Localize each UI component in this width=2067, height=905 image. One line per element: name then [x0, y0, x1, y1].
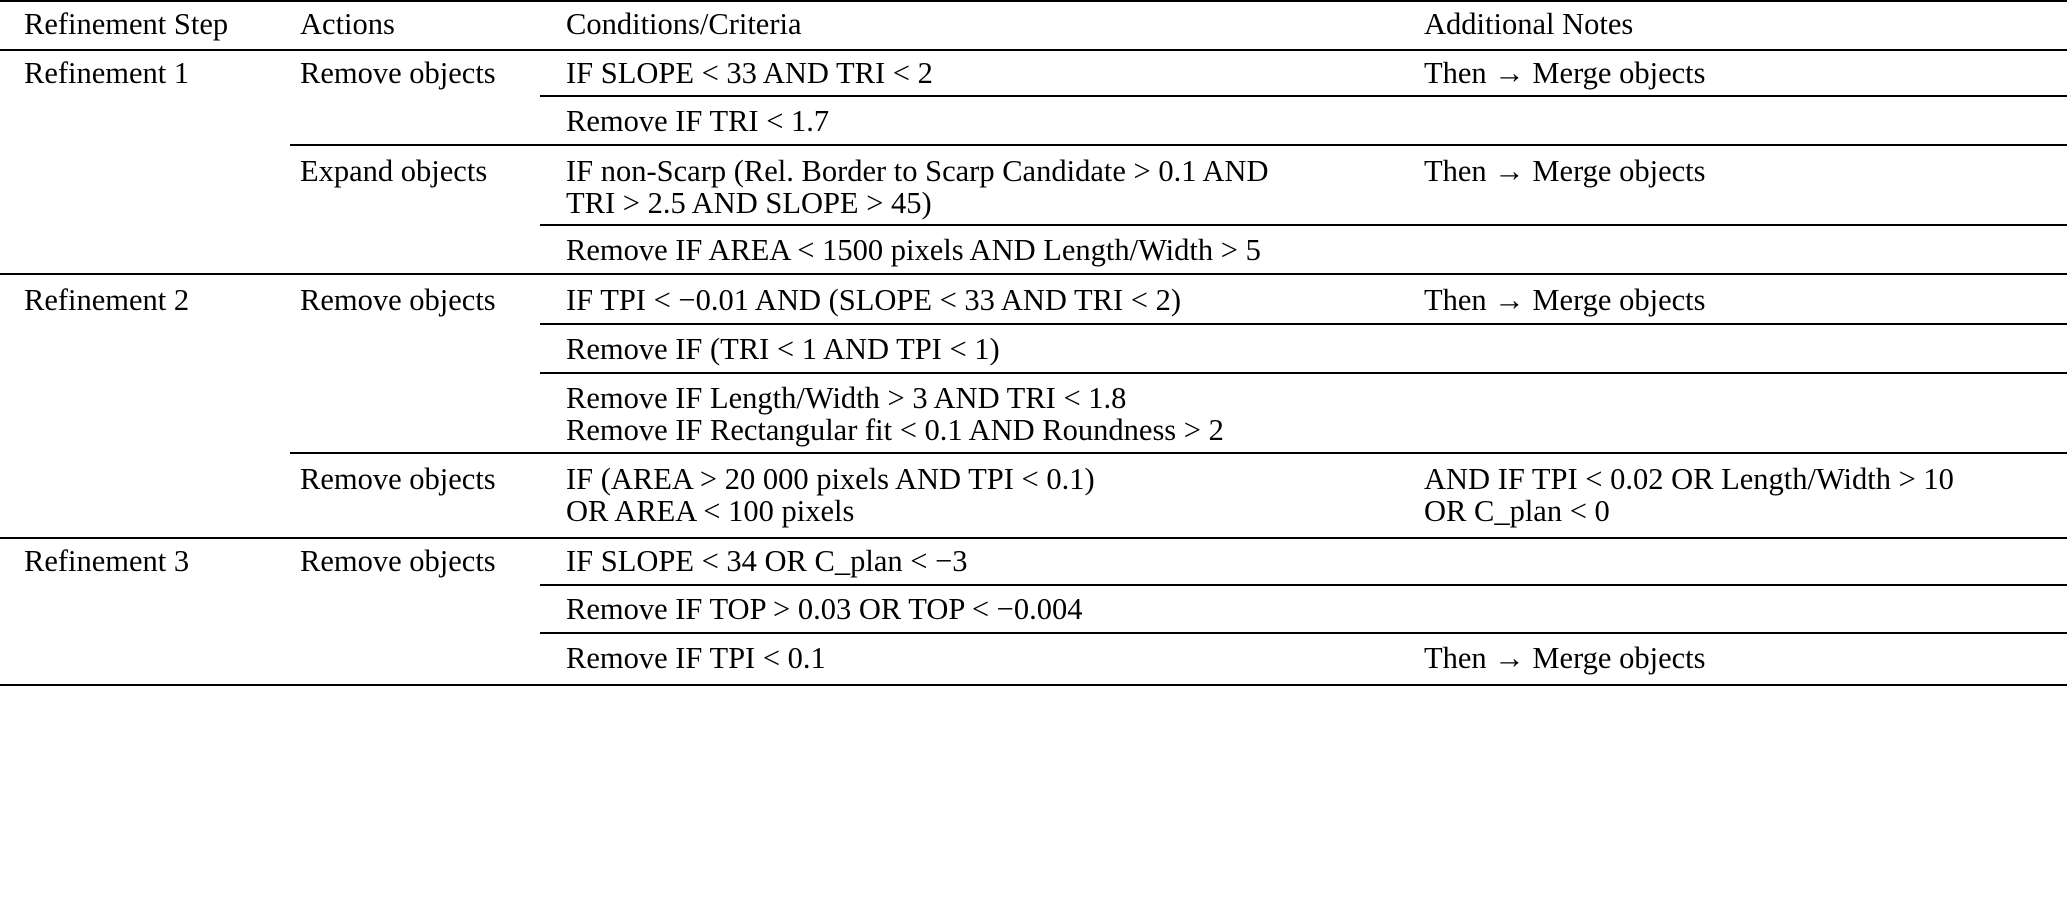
- refinement-3-label: Refinement 3: [24, 544, 190, 578]
- group-divider: [0, 537, 2067, 539]
- refinement-2-condition-1: IF TPI < −0.01 AND (SLOPE < 33 AND TRI < 2): [566, 283, 1182, 317]
- refinement-1-note-3: Then → Merge objects: [1424, 154, 1706, 188]
- row-divider: [540, 372, 2067, 374]
- row-divider: [290, 144, 2067, 146]
- row-divider: [540, 95, 2067, 97]
- refinement-2-condition-3-line-2: Remove IF Rectangular fit < 0.1 AND Roundness > 2: [566, 413, 1224, 447]
- row-divider: [540, 224, 2067, 226]
- refinement-2-note-4-line-2: OR C_plan < 0: [1424, 494, 1610, 528]
- header-bottom-rule: [0, 49, 2067, 51]
- refinement-3-condition-2: Remove IF TOP > 0.03 OR TOP < −0.004: [566, 592, 1083, 626]
- refinement-1-action-expand: Expand objects: [300, 154, 488, 188]
- row-divider: [290, 452, 2067, 454]
- refinement-3-action-remove: Remove objects: [300, 544, 496, 578]
- row-divider: [540, 632, 2067, 634]
- table-bottom-rule: [0, 684, 2067, 686]
- header-actions: Actions: [300, 7, 395, 41]
- header-refinement-step: Refinement Step: [24, 7, 229, 41]
- refinement-2-condition-2: Remove IF (TRI < 1 AND TPI < 1): [566, 332, 1000, 366]
- header-conditions: Conditions/Criteria: [566, 7, 802, 41]
- refinement-1-condition-4: Remove IF AREA < 1500 pixels AND Length/Width > 5: [566, 233, 1261, 267]
- refinement-2-condition-4-line-2: OR AREA < 100 pixels: [566, 494, 855, 528]
- refinement-1-condition-3-line-2: TRI > 2.5 AND SLOPE > 45): [566, 186, 932, 220]
- refinement-2-condition-3-line-1: Remove IF Length/Width > 3 AND TRI < 1.8: [566, 381, 1127, 415]
- refinement-2-note-4-line-1: AND IF TPI < 0.02 OR Length/Width > 10: [1424, 462, 1954, 496]
- refinement-1-action-remove: Remove objects: [300, 56, 496, 90]
- row-divider: [540, 584, 2067, 586]
- refinement-3-note-3: Then → Merge objects: [1424, 641, 1706, 675]
- refinement-2-action-remove-a: Remove objects: [300, 283, 496, 317]
- header-additional-notes: Additional Notes: [1424, 7, 1634, 41]
- refinement-3-condition-3: Remove IF TPI < 0.1: [566, 641, 826, 675]
- refinement-2-condition-4-line-1: IF (AREA > 20 000 pixels AND TPI < 0.1): [566, 462, 1095, 496]
- refinement-1-condition-2: Remove IF TRI < 1.7: [566, 104, 830, 138]
- refinement-1-label: Refinement 1: [24, 56, 190, 90]
- group-divider: [0, 273, 2067, 275]
- refinement-1-condition-1: IF SLOPE < 33 AND TRI < 2: [566, 56, 933, 90]
- row-divider: [540, 323, 2067, 325]
- table-top-rule: [0, 0, 2067, 2]
- refinement-1-condition-3-line-1: IF non-Scarp (Rel. Border to Scarp Candidate > 0.1 AND: [566, 154, 1269, 188]
- refinement-2-note-1: Then → Merge objects: [1424, 283, 1706, 317]
- refinement-3-condition-1: IF SLOPE < 34 OR C_plan < −3: [566, 544, 968, 578]
- refinement-2-label: Refinement 2: [24, 283, 190, 317]
- refinement-2-action-remove-b: Remove objects: [300, 462, 496, 496]
- refinement-1-note-1: Then → Merge objects: [1424, 56, 1706, 90]
